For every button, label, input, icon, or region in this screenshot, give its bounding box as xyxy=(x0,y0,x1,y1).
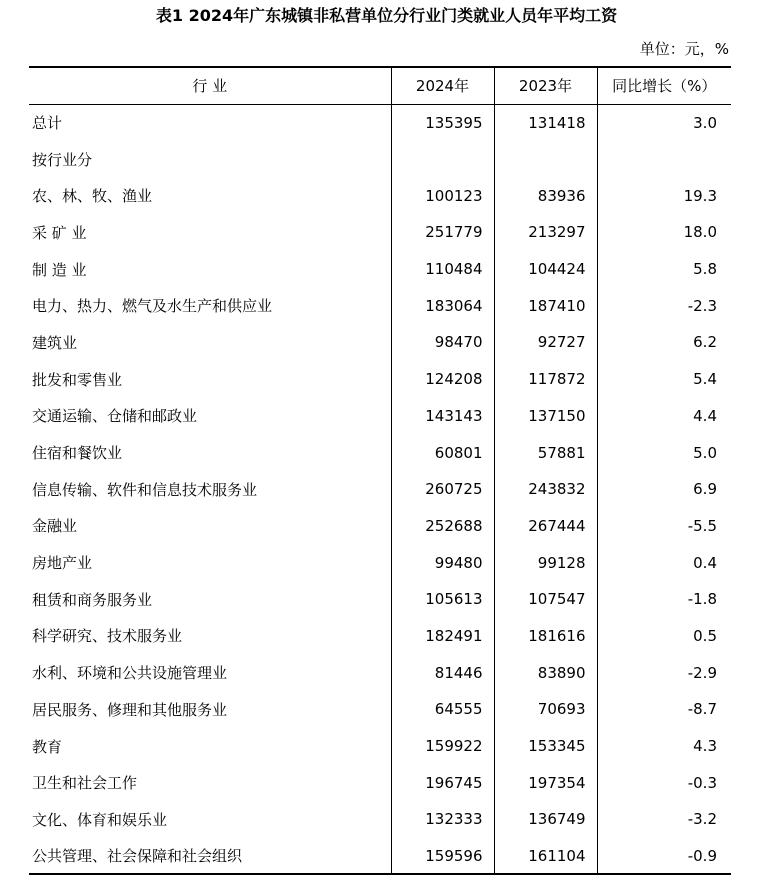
growth-cell: 18.0 xyxy=(597,214,731,251)
value-2023-cell: 70693 xyxy=(494,691,597,728)
table-row xyxy=(29,691,731,728)
value-2024-cell: 196745 xyxy=(391,764,494,801)
growth-cell: 0.4 xyxy=(597,544,731,581)
industry-cell: 科学研究、技术服务业 xyxy=(32,627,183,646)
table-row xyxy=(29,214,731,251)
growth-cell: -2.9 xyxy=(597,654,731,691)
growth-cell: -2.3 xyxy=(597,287,731,324)
value-2024-cell: 159922 xyxy=(391,728,494,765)
value-2024-cell: 183064 xyxy=(391,287,494,324)
table-row xyxy=(29,104,731,141)
industry-cell: 总计 xyxy=(32,114,63,133)
value-2023-cell: 99128 xyxy=(494,544,597,581)
value-2023-cell: 117872 xyxy=(494,361,597,398)
value-2024-cell xyxy=(391,141,494,178)
growth-cell: 0.5 xyxy=(597,618,731,655)
value-2024-cell: 135395 xyxy=(391,104,494,141)
growth-cell: 6.2 xyxy=(597,324,731,361)
table-row xyxy=(29,434,731,471)
industry-cell: 电力、热力、燃气及水生产和供应业 xyxy=(32,297,273,316)
value-2023-cell: 181616 xyxy=(494,618,597,655)
industry-cell: 建筑业 xyxy=(32,333,78,352)
growth-cell: 4.4 xyxy=(597,398,731,435)
value-2024-cell: 100123 xyxy=(391,177,494,214)
table-row xyxy=(29,654,731,691)
table-row xyxy=(29,324,731,361)
industry-cell: 租赁和商务服务业 xyxy=(32,590,153,609)
table-body xyxy=(29,104,731,874)
industry-cell: 房地产业 xyxy=(32,554,93,573)
industry-cell: 交通运输、仓储和邮政业 xyxy=(32,407,198,426)
value-2024-cell: 110484 xyxy=(391,251,494,288)
header-industry: 行 业 xyxy=(29,67,391,104)
header-2023: 2023年 xyxy=(494,67,597,104)
table-row xyxy=(29,728,731,765)
value-2023-cell: 161104 xyxy=(494,838,597,875)
growth-cell: 5.8 xyxy=(597,251,731,288)
wage-table xyxy=(29,66,731,875)
value-2024-cell: 143143 xyxy=(391,398,494,435)
table-row xyxy=(29,287,731,324)
header-2024: 2024年 xyxy=(391,67,494,104)
value-2024-cell: 81446 xyxy=(391,654,494,691)
industry-cell: 采 矿 业 xyxy=(32,223,87,242)
value-2023-cell: 131418 xyxy=(494,104,597,141)
industry-cell: 卫生和社会工作 xyxy=(32,774,138,793)
table-row xyxy=(29,398,731,435)
value-2023-cell: 104424 xyxy=(494,251,597,288)
table-row xyxy=(29,764,731,801)
industry-cell: 住宿和餐饮业 xyxy=(32,444,123,463)
growth-cell xyxy=(597,141,731,178)
value-2023-cell: 267444 xyxy=(494,508,597,545)
table-row xyxy=(29,471,731,508)
value-2023-cell: 107547 xyxy=(494,581,597,618)
growth-cell: 5.0 xyxy=(597,434,731,471)
value-2024-cell: 64555 xyxy=(391,691,494,728)
industry-cell: 按行业分 xyxy=(32,150,93,169)
value-2023-cell: 136749 xyxy=(494,801,597,838)
header-growth: 同比增长（%） xyxy=(597,67,731,104)
value-2023-cell: 92727 xyxy=(494,324,597,361)
value-2024-cell: 159596 xyxy=(391,838,494,875)
industry-cell: 居民服务、修理和其他服务业 xyxy=(32,700,228,719)
table-row xyxy=(29,838,731,875)
growth-cell: -8.7 xyxy=(597,691,731,728)
industry-cell: 制 造 业 xyxy=(32,260,87,279)
value-2024-cell: 132333 xyxy=(391,801,494,838)
table-row xyxy=(29,801,731,838)
table-row xyxy=(29,581,731,618)
growth-cell: 5.4 xyxy=(597,361,731,398)
value-2023-cell: 83890 xyxy=(494,654,597,691)
value-2024-cell: 260725 xyxy=(391,471,494,508)
table-row xyxy=(29,177,731,214)
value-2023-cell: 197354 xyxy=(494,764,597,801)
value-2024-cell: 182491 xyxy=(391,618,494,655)
table-header-row xyxy=(29,67,731,104)
growth-cell: 3.0 xyxy=(597,104,731,141)
growth-cell: -3.2 xyxy=(597,801,731,838)
growth-cell: 4.3 xyxy=(597,728,731,765)
table-row xyxy=(29,618,731,655)
table-row xyxy=(29,508,731,545)
growth-cell: 6.9 xyxy=(597,471,731,508)
table-row xyxy=(29,544,731,581)
value-2024-cell: 252688 xyxy=(391,508,494,545)
value-2023-cell: 213297 xyxy=(494,214,597,251)
value-2024-cell: 251779 xyxy=(391,214,494,251)
value-2024-cell: 60801 xyxy=(391,434,494,471)
value-2023-cell: 187410 xyxy=(494,287,597,324)
value-2023-cell: 83936 xyxy=(494,177,597,214)
unit-note: 单位：元，% xyxy=(639,40,729,58)
value-2023-cell: 137150 xyxy=(494,398,597,435)
value-2024-cell: 99480 xyxy=(391,544,494,581)
industry-cell: 教育 xyxy=(32,737,63,756)
industry-cell: 水利、环境和公共设施管理业 xyxy=(32,664,228,683)
growth-cell: 19.3 xyxy=(597,177,731,214)
value-2024-cell: 98470 xyxy=(391,324,494,361)
value-2023-cell: 57881 xyxy=(494,434,597,471)
value-2023-cell: 243832 xyxy=(494,471,597,508)
industry-cell: 农、林、牧、渔业 xyxy=(32,187,153,206)
table-title: 表1 2024年广东城镇非私营单位分行业门类就业人员年平均工资 xyxy=(155,6,618,25)
value-2023-cell xyxy=(494,141,597,178)
growth-cell: -5.5 xyxy=(597,508,731,545)
value-2024-cell: 105613 xyxy=(391,581,494,618)
industry-cell: 批发和零售业 xyxy=(32,370,123,389)
table-row xyxy=(29,251,731,288)
value-2024-cell: 124208 xyxy=(391,361,494,398)
growth-cell: -1.8 xyxy=(597,581,731,618)
growth-cell: -0.3 xyxy=(597,764,731,801)
industry-cell: 文化、体育和娱乐业 xyxy=(32,810,168,829)
industry-cell: 金融业 xyxy=(32,517,78,536)
table-row xyxy=(29,141,731,178)
growth-cell: -0.9 xyxy=(597,838,731,875)
industry-cell: 信息传输、软件和信息技术服务业 xyxy=(32,480,258,499)
industry-cell: 公共管理、社会保障和社会组织 xyxy=(29,838,391,875)
table-row xyxy=(29,361,731,398)
value-2023-cell: 153345 xyxy=(494,728,597,765)
